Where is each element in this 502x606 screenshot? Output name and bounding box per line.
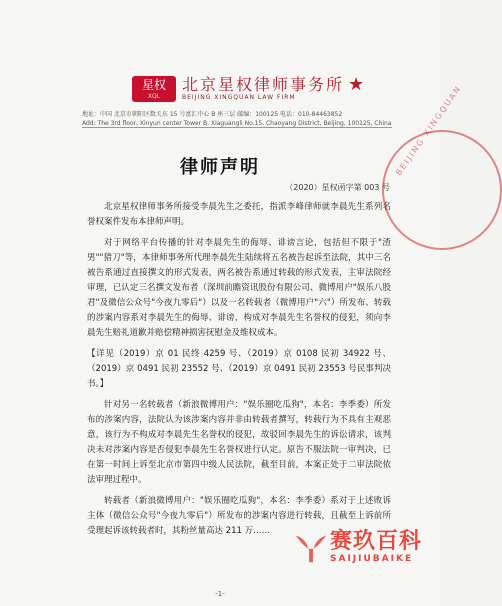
paragraph-1: 北京星权律师事务所接受李晨先生之委托，指派李峰律师就李晨先生系列名誉权案件发布本律师声明。 xyxy=(87,202,391,227)
paragraph-5: 转载者（新浪微博用户："娱乐圈吃瓜狗"，本名：李季委）系对于上述败诉主体（微信公众号"今夜九零后"）所发布的涉案内容进行转载，且截至上诉前所受理起诉该转载者时，其粉丝量高达 211 万…… xyxy=(87,496,391,536)
paragraph-4: 针对另一名转载者（新浪微博用户："娱乐圈吃瓜狗"，本名：李季委）所发布的涉案内容，法院认为该涉案内容并非由转载者撰写，转载行为不具有主观恶意，该行为不构成对李晨先生名誉权的侵犯，故驳回李晨先生的诉讼请求，该判决未对涉案内容是否侵犯李晨先生名誉权进行认定。原告不服法院一审判决，已在第一时间上诉至北京市第四中级人民法院，截至目前，本案正处于二审法院依法审理过程中。 xyxy=(87,400,391,485)
reference-number: （2020）星权函字第 003 号 xyxy=(285,183,390,192)
address-en: Add: The 3rd floor, Xinyun center Tower B, Xiaguangli No.15, Chaoyang District, Beijing, 100125, China xyxy=(82,120,392,127)
document-body xyxy=(87,200,391,545)
seal-stamp xyxy=(382,83,502,250)
document-title: 律师声明 xyxy=(180,157,260,178)
seal-stamp-text: BEIJING XINGQUAN xyxy=(394,83,464,178)
header-divider xyxy=(82,127,392,128)
firm-name-en: BEIJING XINGQUAN LAW FIRM xyxy=(182,94,296,101)
watermark-text xyxy=(330,530,422,565)
whale-tail-icon xyxy=(292,528,330,566)
site-watermark xyxy=(292,528,422,566)
page-number: -1- xyxy=(215,590,225,598)
firm-badge-text: 星权 xyxy=(141,78,166,92)
paragraph-3-citation: 【详见（2019）京 01 民终 4259 号、（2019）京 0108 民初 34922 号、（2019）京 0491 民初 23552 号、（2019）京 0491 民初 23553 号民事判决书。】 xyxy=(87,349,391,389)
firm-badge-sub: XQL xyxy=(147,93,161,100)
firm-name-block xyxy=(182,76,344,102)
address-cn: 地址：中国 北京市朝阳区数关东 15 号富汇中心 B 座三层 邮编：100125 电话：010-84463852 xyxy=(82,111,343,118)
firm-badge xyxy=(132,76,176,102)
letterhead-address xyxy=(82,110,402,128)
watermark-cn: 赛玖百科 xyxy=(330,528,423,554)
star-icon: ★ xyxy=(348,74,365,95)
watermark-en: SAIJIUBAIKE xyxy=(330,553,414,564)
paragraph-2: 对于网络平台传播的针对李晨先生的侮辱、诽谤言论，包括但不限于"渣男""猎刀"等，本律师事务所代理李晨先生陆续将五名被告起诉至法院，其中三名被告系通过直接撰文的形式发表，两名被告系通过转载的形式发表，主审法院经审理，已认定三名撰文发布者（深圳前瞻资讯股份有限公司、微博用户"娱乐八股君"及微信公众号"今夜九零后"）以及一名转载者（微博用户"六"）所发布、转载的涉案内容系对李晨先生的侮辱、诽谤，构成对李晨先生名誉权的侵犯，须向李晨先生赔礼道歉并赔偿精神损害抚慰金及维权成本。 xyxy=(87,238,391,338)
letterhead-logo xyxy=(132,76,364,102)
firm-name-cn: 北京星权律师事务所 xyxy=(182,75,345,94)
